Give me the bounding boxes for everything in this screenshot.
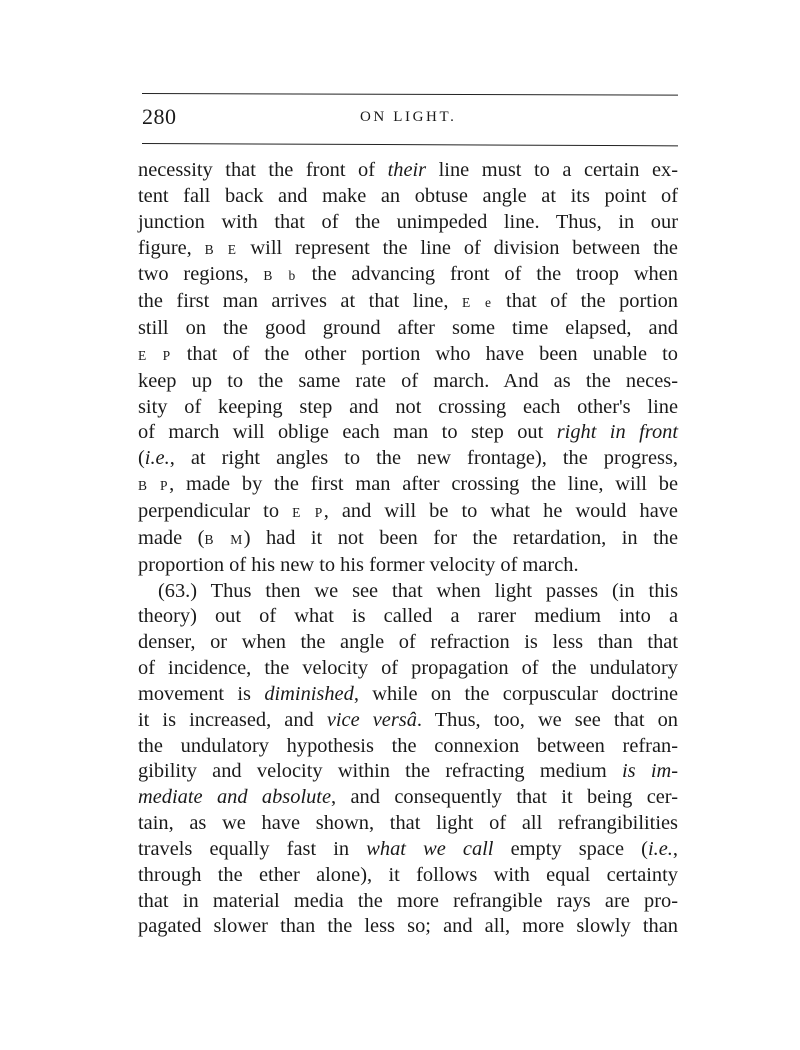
text-line: pagated slower than the less so; and all, more slowly than <box>138 915 678 938</box>
text-line: travels equally fast in what we call empty space (i.e., <box>138 837 678 860</box>
text-line: proportion of his new to his former velocity of march. <box>138 553 579 576</box>
text-line: keep up to the same rate of march. And as the neces- <box>138 369 678 392</box>
text-line: E P that of the other portion who have been unable to <box>138 342 678 365</box>
text-line: tain, as we have shown, that light of all refrangibilities <box>138 812 678 835</box>
text-line: the first man arrives at that line, E e that of the portion <box>138 290 678 313</box>
header-rule-bottom <box>142 143 678 146</box>
text-line: of incidence, the velocity of propagation of the undulatory <box>138 657 678 680</box>
paragraph-63-start: (63.) Thus then we see that when light passes (in this <box>158 579 678 602</box>
text-line: tent fall back and make an obtuse angle at its point of <box>138 184 678 207</box>
text-line: movement is diminished, while on the corpuscular doctrine <box>138 682 679 705</box>
text-line: two regions, B b the advancing front of the troop when <box>138 263 678 286</box>
text-line: denser, or when the angle of refraction is less than that <box>138 631 678 654</box>
text-line: gibility and velocity within the refracting medium is im- <box>138 760 678 783</box>
text-line: theory) out of what is called a rarer medium into a <box>138 605 678 628</box>
text-line: (i.e., at right angles to the new frontage), the progress, <box>138 447 678 470</box>
text-line: mediate and absolute, and consequently that it being cer- <box>138 786 678 809</box>
body-text <box>138 158 678 940</box>
text-line: perpendicular to E P, and will be to what he would have <box>138 499 678 522</box>
text-line: junction with that of the unimpeded line. Thus, in our <box>138 210 678 233</box>
text-line: the undulatory hypothesis the connexion between refran- <box>138 734 678 757</box>
text-line: made (B M) had it not been for the retardation, in the <box>138 526 678 549</box>
running-head: ON LIGHT. <box>360 109 457 125</box>
text-line: through the ether alone), it follows with equal certainty <box>138 863 678 886</box>
text-line: sity of keeping step and not crossing each other's line <box>138 395 678 418</box>
header-rule-top <box>142 93 678 96</box>
text-line: of march will oblige each man to step out right in front <box>138 421 678 444</box>
page-number: 280 <box>142 104 177 129</box>
text-line: it is increased, and vice versâ. Thus, too, we see that on <box>138 708 678 731</box>
text-line: figure, B E will represent the line of division between the <box>138 236 678 259</box>
text-line: that in material media the more refrangible rays are pro- <box>138 889 678 912</box>
text-line: B P, made by the first man after crossing the line, will be <box>138 473 678 496</box>
text-line: necessity that the front of their line must to a certain ex- <box>138 159 679 181</box>
text-line: still on the good ground after some time elapsed, and <box>138 317 678 340</box>
